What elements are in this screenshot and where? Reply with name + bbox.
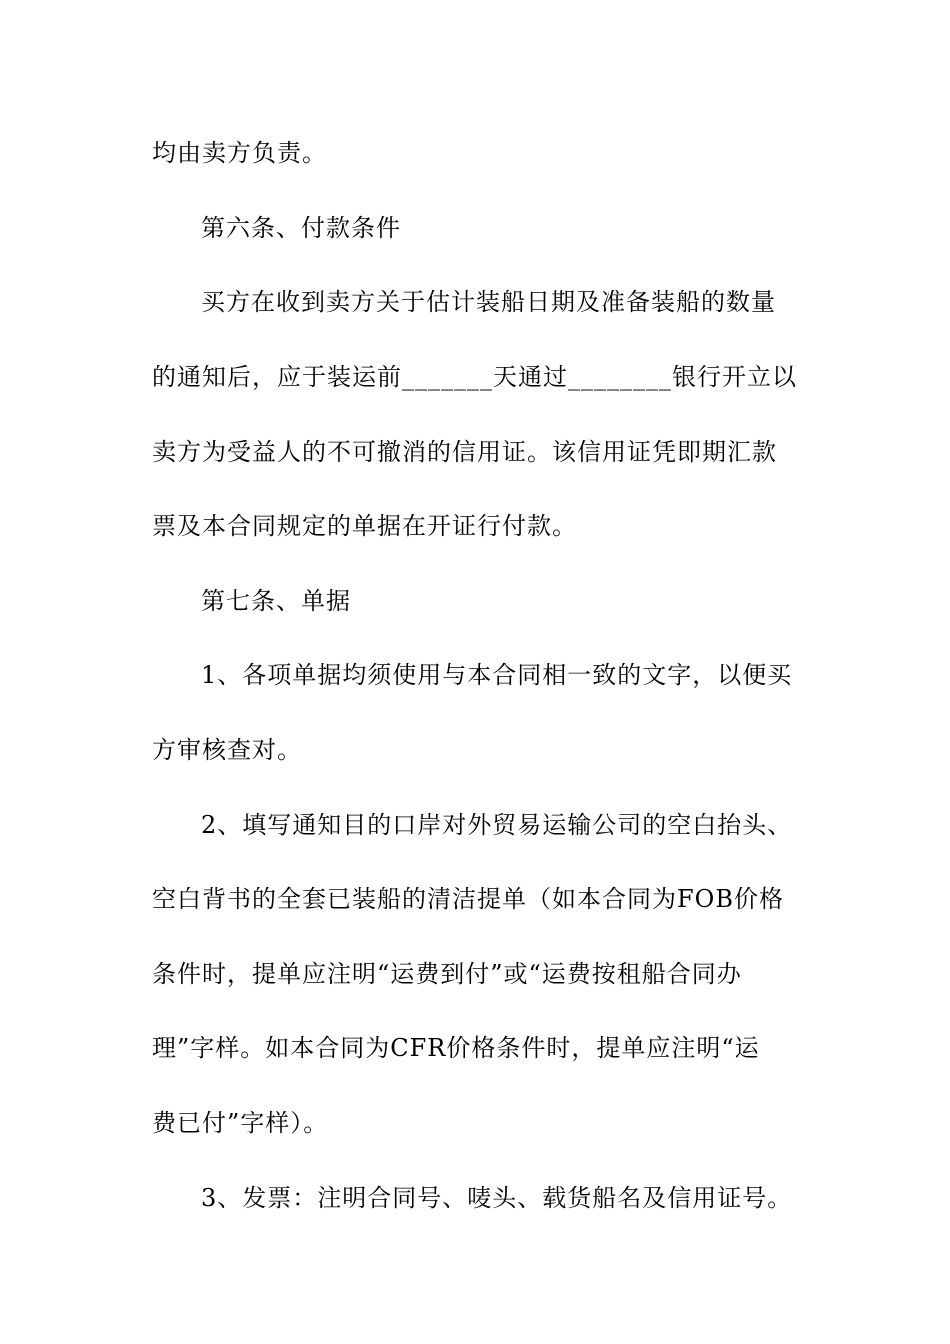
text-line-11: 空白背书的全套已装船的清洁提单（如本合同为FOB价格 [152, 885, 784, 913]
text-line-3: 买方在收到卖方关于估计装船日期及准备装船的数量 [201, 288, 776, 316]
text-line-8: 1、各项单据均须使用与本合同相一致的文字，以便买 [201, 661, 793, 689]
text-line-1: 均由卖方负责。 [152, 139, 327, 167]
article-6-heading: 第六条、付款条件 [201, 214, 401, 242]
text-line-15: 3、发票：注明合同号、唛头、载货船名及信用证号。 [201, 1184, 793, 1212]
text-line-10: 2、填写通知目的口岸对外贸易运输公司的空白抬头、 [201, 811, 793, 839]
text-line-6: 票及本合同规定的单据在开证行付款。 [152, 512, 577, 540]
text-line-9: 方审核查对。 [152, 736, 302, 764]
text-line-14: 费已付”字样）。 [152, 1109, 329, 1137]
article-7-heading: 第七条、单据 [201, 587, 351, 615]
text-line-12: 条件时，提单应注明“运费到付”或“运费按租船合同办 [152, 960, 742, 988]
text-line-13: 理”字样。如本合同为CFR价格条件时，提单应注明“运 [152, 1034, 760, 1062]
text-line-5: 卖方为受益人的不可撤消的信用证。该信用证凭即期汇款 [152, 438, 777, 466]
text-line-4: 的通知后，应于装运前_______天通过________银行开立以 [152, 363, 797, 391]
